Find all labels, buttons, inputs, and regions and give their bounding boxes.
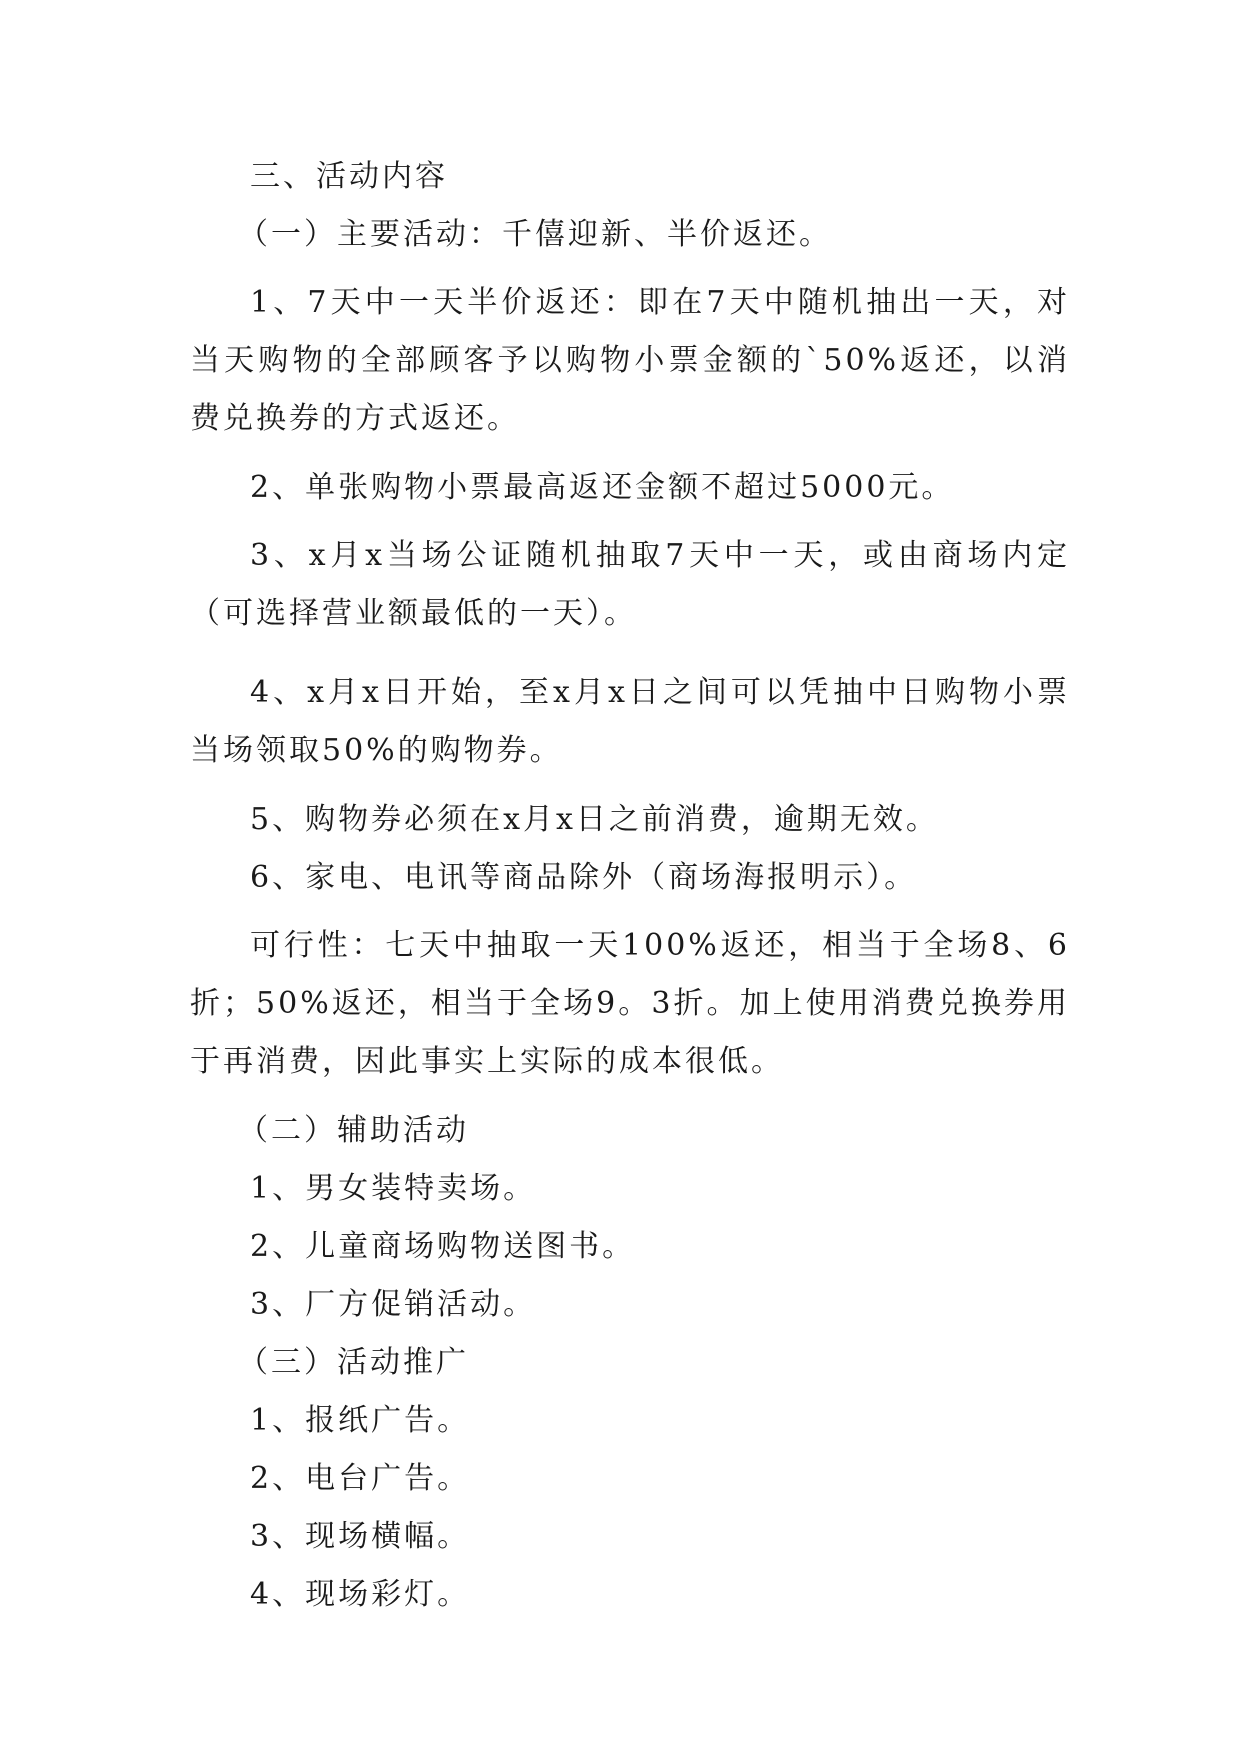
list-item-promotion-3: 3、现场横幅。 (250, 1519, 471, 1554)
section-heading-activity-content: 三、活动内容 (250, 159, 448, 194)
list-item-promotion-4: 4、现场彩灯。 (250, 1577, 471, 1612)
paragraph-feasibility: 可行性：七天中抽取一天100%返还，相当于全场8、6折；50%返还，相当于全场9。3折。加上使用消费兑换券用于再消费，因此事实上实际的成本很低。 (190, 928, 1070, 1079)
list-item-auxiliary-1: 1、男女装特卖场。 (250, 1171, 537, 1206)
paragraph-item-2: 2、单张购物小票最高返还金额不超过5000元。 (250, 470, 955, 505)
list-item-promotion-1: 1、报纸广告。 (250, 1403, 471, 1438)
subsection-heading-main-activity: （一）主要活动：千僖迎新、半价返还。 (238, 217, 832, 252)
subsection-heading-auxiliary-activity: （二）辅助活动 (238, 1113, 469, 1148)
paragraph-item-3: 3、x月x当场公证随机抽取7天中一天，或由商场内定（可选择营业额最低的一天）。 (190, 538, 1070, 631)
paragraph-item-5: 5、购物券必须在x月x日之前消费，逾期无效。 (250, 802, 939, 837)
list-item-promotion-2: 2、电台广告。 (250, 1461, 471, 1496)
paragraph-item-4: 4、x月x日开始，至x月x日之间可以凭抽中日购物小票当场领取50%的购物券。 (190, 675, 1070, 768)
paragraph-item-1: 1、7天中一天半价返还：即在7天中随机抽出一天，对当天购物的全部顾客予以购物小票金额的`50%返还，以消费兑换券的方式返还。 (190, 285, 1070, 436)
document-page (190, 158, 1070, 1634)
list-item-auxiliary-3: 3、厂方促销活动。 (250, 1287, 537, 1322)
paragraph-item-6: 6、家电、电讯等商品除外（商场海报明示）。 (250, 860, 918, 895)
list-item-auxiliary-2: 2、儿童商场购物送图书。 (250, 1229, 636, 1264)
subsection-heading-promotion: （三）活动推广 (238, 1345, 469, 1380)
